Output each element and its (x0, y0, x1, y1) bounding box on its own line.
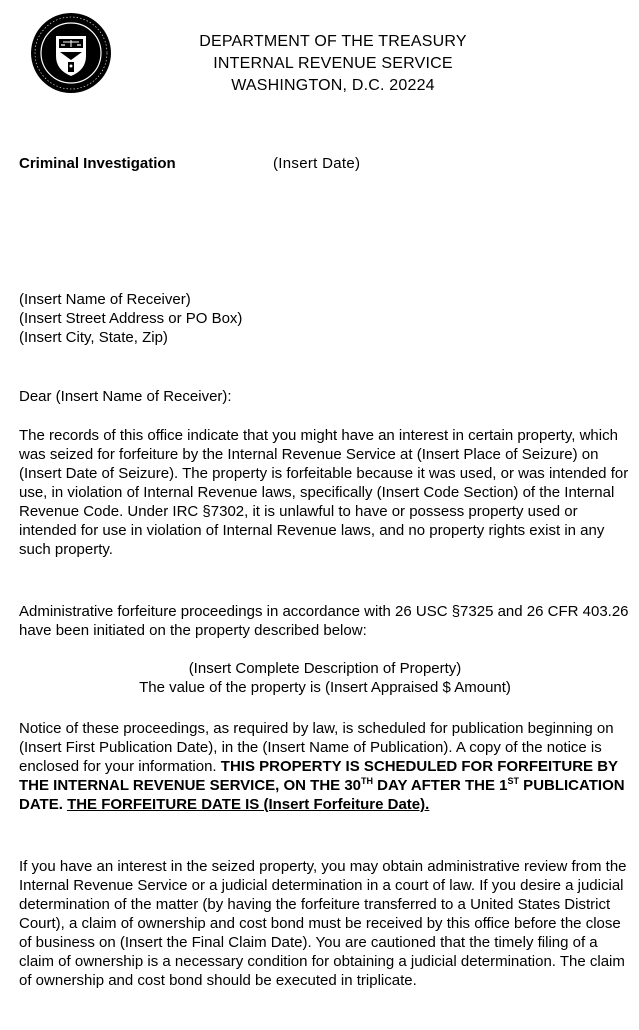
paragraph-proceedings: Administrative forfeiture proceedings in accordance with 26 USC §7325 and 26 CFR 403.26 have been initiated on the property described below: (19, 603, 629, 639)
treasury-seal-icon (30, 12, 112, 94)
paragraph-seizure: The records of this office indicate that you might have an interest in certain property, which was seized for forfeiture by the Internal Revenue Service at (Insert Place of Seizure) on (Insert Date of Seizure). The property is forfeitable because it was used, or was intended for use, in violation of Internal Revenue laws, specifically (Insert Code Section) of the Internal Revenue Code. Under IRC §7302, it is unlawful to have or possess property used or intended for use in violation of Internal Revenue laws, and no property rights exist in any such property. (19, 427, 629, 558)
notice-sup-b: ST (507, 776, 520, 786)
property-block (19, 659, 631, 697)
notice-sup-a: TH (361, 776, 374, 786)
forfeiture-date-notice: THE FORFEITURE DATE IS (Insert Forfeiture Date). (67, 796, 430, 813)
notice-bold-a: THIS PROPERTY IS SCHEDULED FOR FORFEITURE BY THE INTERNAL REVENUE SERVICE, ON THE 30 (19, 758, 618, 794)
recipient-address (19, 290, 242, 347)
letterhead-address: WASHINGTON, D.C. 20224 (231, 77, 435, 94)
address-line: (Insert City, State, Zip) (19, 329, 168, 346)
paragraph-review: If you have an interest in the seized property, you may obtain administrative review from the Internal Revenue Service or a judicial determination in a court of law. If you desire a judicial determination of the matter (by having the forfeiture transferred to a United States District Court), a claim of ownership and cost bond must be received by this office before the close of business on (Insert the Final Claim Date). You are cautioned that the timely filing of a claim of ownership is a necessary condition for obtaining a judicial determination. The claim of ownership and cost bond should be executed in triplicate. (19, 858, 627, 989)
notice-text: Notice of these proceedings, as required by law, is scheduled for publication beginning on (Insert First Publication Date), in the (Insert Name of Publication). A copy of the notice is enclosed for your information. (19, 720, 614, 775)
property-description: (Insert Complete Description of Property) (188, 660, 462, 677)
letterhead-department: DEPARTMENT OF THE TREASURY (199, 33, 467, 50)
address-line: (Insert Name of Receiver) (19, 291, 191, 308)
division-label: Criminal Investigation (19, 155, 176, 172)
salutation: Dear (Insert Name of Receiver): (19, 388, 232, 405)
notice-bold-c: PUBLICATION DATE. (19, 777, 625, 813)
letterhead-agency: INTERNAL REVENUE SERVICE (213, 55, 453, 72)
address-line: (Insert Street Address or PO Box) (19, 310, 243, 327)
property-value: The value of the property is (Insert Appraised $ Amount) (139, 679, 511, 696)
letter-date: (Insert Date) (273, 155, 361, 172)
letterhead (150, 31, 516, 97)
notice-bold-b: DAY AFTER THE 1 (373, 777, 508, 794)
paragraph-notice (19, 719, 631, 814)
